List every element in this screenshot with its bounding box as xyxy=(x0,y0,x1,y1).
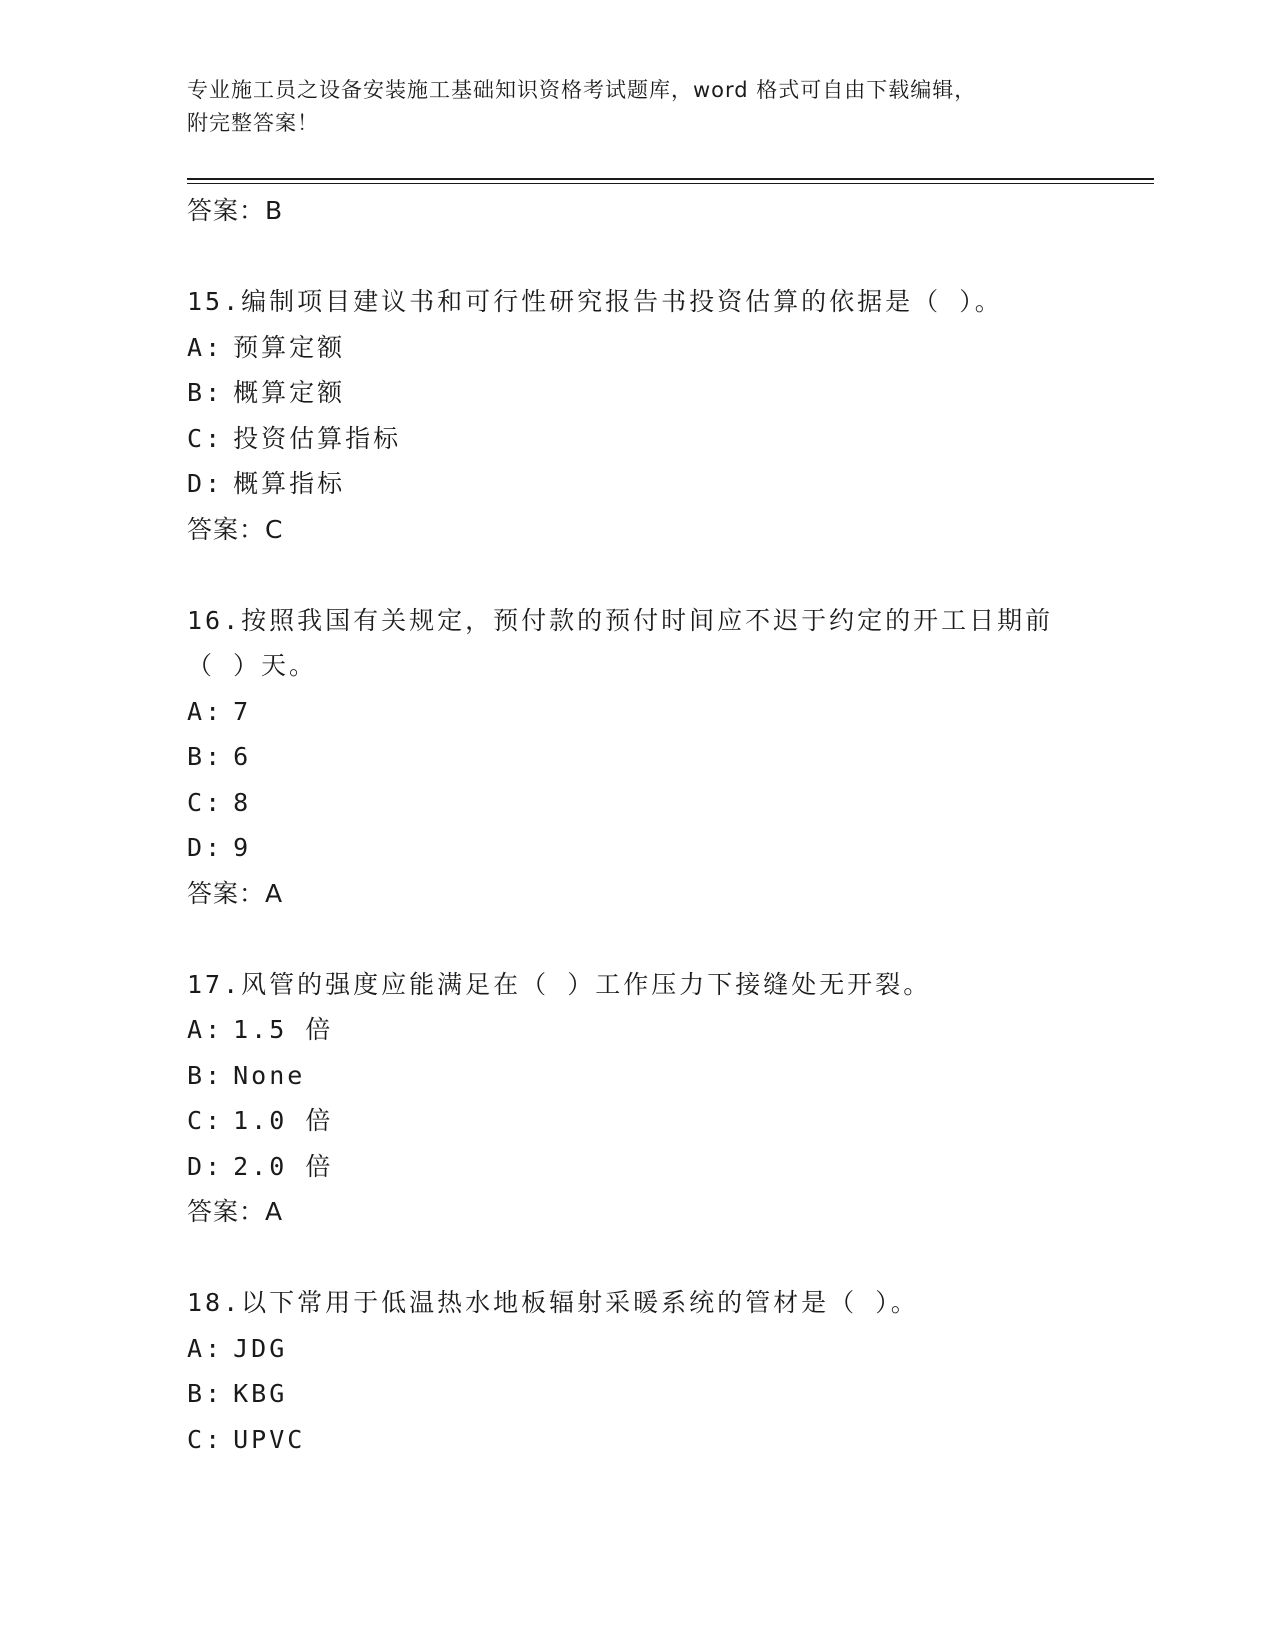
question-18 xyxy=(187,1280,1087,1462)
header-rule-thin xyxy=(187,183,1154,184)
option-key: A : xyxy=(187,333,223,362)
answer-line: 答案：A xyxy=(187,1197,284,1226)
option-c xyxy=(187,780,1087,826)
option-text: 概算指标 xyxy=(233,469,346,498)
option-text: 投资估算指标 xyxy=(233,423,402,453)
document-header xyxy=(187,74,1067,140)
option-text: UPVC xyxy=(233,1424,306,1454)
option-c xyxy=(187,1098,1087,1144)
question-list xyxy=(187,188,1087,1462)
header-line-2: 附完整答案！ xyxy=(187,111,319,135)
option-a xyxy=(187,325,1087,371)
option-key: C : xyxy=(187,424,223,453)
option-text: 7 xyxy=(233,696,252,726)
option-key: B : xyxy=(187,378,223,407)
option-b xyxy=(187,734,1087,780)
option-text: 6 xyxy=(233,742,252,771)
question-17 xyxy=(187,962,1087,1236)
option-b xyxy=(187,1371,1087,1417)
answer-line: 答案：C xyxy=(187,514,284,544)
option-key: A : xyxy=(187,1015,223,1044)
header-line-1: 专业施工员之设备安装施工基础知识资格考试题库，word 格式可自由下载编辑， xyxy=(187,78,977,102)
option-c xyxy=(187,416,1087,462)
option-d xyxy=(187,1144,1087,1190)
option-text: 概算定额 xyxy=(233,378,346,407)
question-15 xyxy=(187,279,1087,553)
option-text: JDG xyxy=(233,1333,288,1363)
option-key: D : xyxy=(187,469,223,498)
option-key: C : xyxy=(187,1425,223,1454)
option-b xyxy=(187,1053,1087,1099)
option-d xyxy=(187,461,1087,507)
option-text: 1.0 倍 xyxy=(233,1106,334,1135)
option-key: B : xyxy=(187,1061,223,1090)
question-stem: 16.按照我国有关规定，预付款的预付时间应不迟于约定的开工日期前（ ）天。 xyxy=(187,605,1054,680)
option-d xyxy=(187,825,1087,871)
option-key: D : xyxy=(187,833,223,862)
option-text: 2.0 倍 xyxy=(233,1151,334,1181)
option-c xyxy=(187,1417,1087,1463)
question-16 xyxy=(187,598,1087,917)
option-key: B : xyxy=(187,742,223,771)
option-a xyxy=(187,1007,1087,1053)
question-stem: 17.风管的强度应能满足在（ ）工作压力下接缝处无开裂。 xyxy=(187,969,932,999)
option-a xyxy=(187,1326,1087,1372)
option-key: D : xyxy=(187,1152,223,1181)
option-key: C : xyxy=(187,788,223,817)
option-text: 1.5 倍 xyxy=(233,1015,334,1044)
option-text: 8 xyxy=(233,787,252,817)
header-rule-thick xyxy=(187,178,1154,180)
option-text: None xyxy=(233,1060,306,1090)
option-text: 9 xyxy=(233,833,252,862)
option-key: B : xyxy=(187,1379,223,1408)
answer-line: 答案：A xyxy=(187,878,284,908)
option-a xyxy=(187,689,1087,735)
option-text: 预算定额 xyxy=(233,332,346,362)
answer-line: 答案：B xyxy=(187,196,284,225)
option-b xyxy=(187,370,1087,416)
option-text: KBG xyxy=(233,1379,288,1408)
option-key: A : xyxy=(187,1334,223,1363)
question-stem: 15.编制项目建议书和可行性研究报告书投资估算的依据是（ ）。 xyxy=(187,287,1003,316)
question-stem: 18.以下常用于低温热水地板辐射采暖系统的管材是（ ）。 xyxy=(187,1288,919,1317)
option-key: A : xyxy=(187,697,223,726)
option-key: C : xyxy=(187,1106,223,1135)
